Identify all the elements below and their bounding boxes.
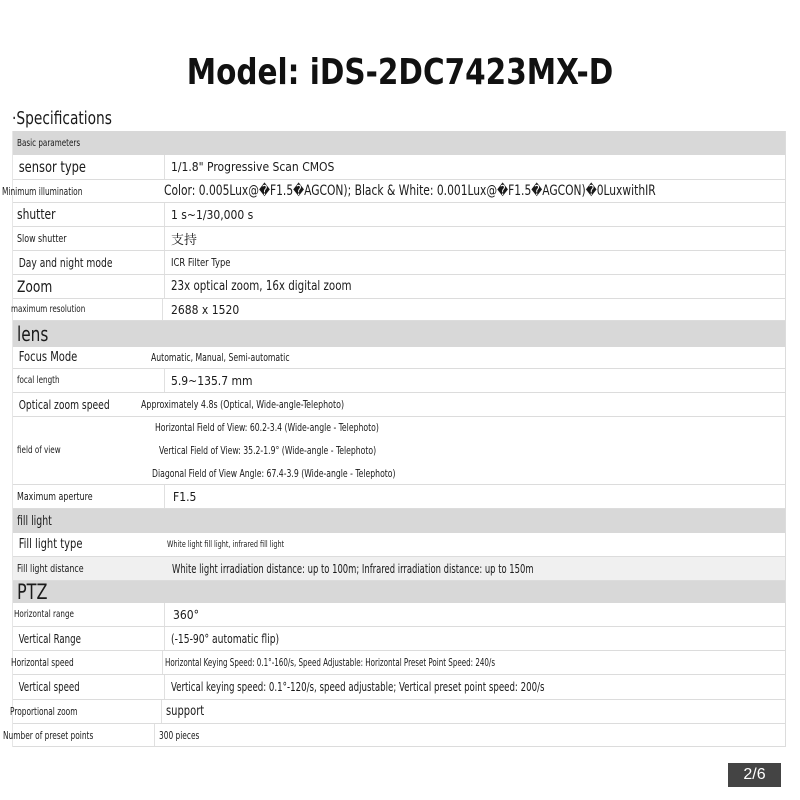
spec-value: ICR Filter Type	[171, 256, 231, 269]
spec-row	[13, 299, 785, 321]
spec-value: (-15-90° automatic flip)	[171, 631, 280, 646]
spec-label: Minimum illumination	[2, 184, 83, 198]
spec-row	[2, 180, 785, 203]
page-indicator: 2/6	[728, 763, 781, 787]
spec-row	[13, 347, 785, 369]
spec-row	[13, 369, 785, 393]
spec-value: White light fill light, infrared fill light	[167, 539, 285, 550]
spec-label: shutter	[17, 206, 56, 223]
spec-value: 支持	[171, 233, 198, 248]
spec-value: Color: 0.005Lux@�F1.5�AGCON); Black & White: 0.001Lux@�F1.5�AGCON)�0LuxwithIR	[164, 183, 656, 199]
spec-value: 300 pieces	[159, 728, 200, 742]
spec-label: field of view	[17, 445, 61, 456]
spec-label: Horizontal range	[14, 609, 74, 620]
spec-label: Fill light type	[18, 537, 83, 552]
spec-label: Vertical Range	[18, 631, 81, 646]
spec-row	[13, 275, 785, 299]
spec-value: Automatic, Manual, Semi-automatic	[151, 351, 290, 364]
spec-row	[13, 557, 785, 581]
spec-label: Number of preset points	[3, 728, 94, 742]
spec-label: Zoom	[17, 277, 53, 296]
spec-value: support	[166, 704, 205, 719]
spec-value: Horizontal Field of View: 60.2-3.4 (Wide-angle - Telephoto)	[155, 421, 379, 434]
spec-value: Vertical Field of View: 35.2-1.9° (Wide-angle - Telephoto)	[159, 444, 377, 457]
spec-row	[13, 603, 785, 627]
spec-value: F1.5	[173, 489, 197, 504]
spec-label: Optical zoom speed	[18, 397, 110, 412]
section-lens	[13, 321, 785, 347]
spec-value: 1/1.8" Progressive Scan CMOS	[171, 160, 335, 174]
spec-label: Fill light distance	[17, 562, 84, 575]
spec-row	[13, 675, 785, 700]
section-basic-parameters	[13, 131, 785, 155]
spec-label: Slow shutter	[17, 232, 67, 245]
spec-label: Day and night mode	[18, 255, 113, 270]
spec-label: Horizontal speed	[11, 656, 74, 669]
spec-row	[13, 227, 785, 251]
spec-row	[3, 724, 785, 747]
spec-value: Approximately 4.8s (Optical, Wide-angle-Telephoto)	[141, 398, 345, 411]
spec-label: Proportional zoom	[10, 705, 78, 718]
spec-row	[13, 485, 785, 509]
spec-value: White light irradiation distance: up to 100m; Infrared irradiation distance: up to 150m	[172, 561, 534, 576]
spec-label: Vertical speed	[18, 680, 80, 694]
spec-row	[13, 203, 785, 227]
spec-row	[13, 155, 785, 180]
spec-label: focal length	[17, 375, 60, 386]
spec-row	[13, 417, 785, 485]
spec-label: Focus Mode	[18, 350, 78, 365]
specifications-heading: ·Specifications	[12, 108, 112, 129]
section-ptz	[13, 581, 785, 603]
spec-row	[13, 393, 785, 417]
spec-label: sensor type	[18, 158, 86, 176]
section-title: PTZ	[17, 580, 48, 604]
spec-value: Horizontal Keying Speed: 0.1°-160/s, Speed Adjustable: Horizontal Preset Point Speed: 240/s	[165, 656, 496, 669]
spec-value: 360°	[173, 607, 199, 622]
section-title: lens	[17, 322, 49, 346]
spec-row	[13, 533, 785, 557]
spec-label: maximum resolution	[11, 304, 86, 315]
spec-value: 23x optical zoom, 16x digital zoom	[171, 279, 352, 294]
section-title: fill light	[17, 513, 52, 529]
spec-value: 2688 x 1520	[171, 302, 240, 317]
spec-value: 5.9~135.7 mm	[171, 373, 253, 388]
spec-row	[13, 651, 785, 675]
model-title: Model: iDS-2DC7423MX-D	[186, 52, 614, 93]
spec-row	[13, 251, 785, 275]
spec-value: Diagonal Field of View Angle: 67.4-3.9 (Wide-angle - Telephoto)	[152, 467, 396, 480]
section-fill-light	[13, 509, 785, 533]
spec-value: Vertical keying speed: 0.1°-120/s, speed adjustable; Vertical preset point speed: 200/s	[171, 680, 545, 694]
spec-label: Maximum aperture	[17, 490, 93, 503]
spec-row	[10, 700, 785, 724]
spec-value: 1 s~1/30,000 s	[171, 207, 254, 222]
spec-table	[2, 131, 786, 747]
section-title: Basic parameters	[17, 137, 81, 149]
spec-row	[13, 627, 785, 651]
